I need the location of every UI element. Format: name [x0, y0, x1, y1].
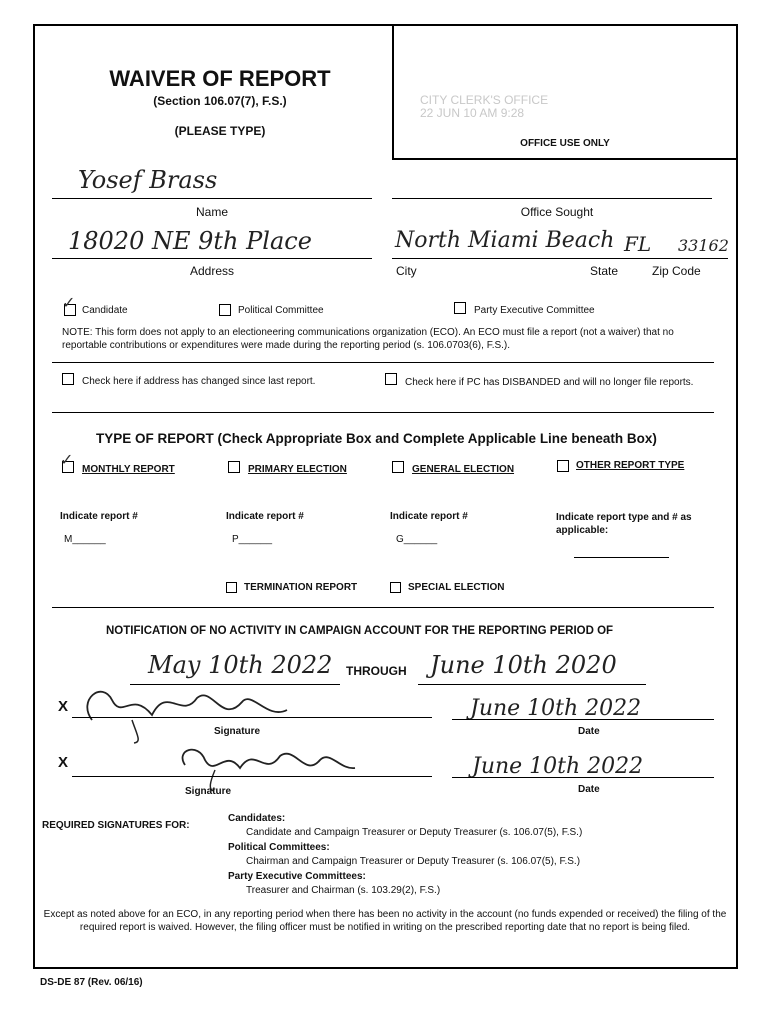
indicate-general: Indicate report # [390, 511, 468, 522]
signature-x-2: X [58, 754, 69, 771]
pc-disbanded-checkbox[interactable] [385, 373, 397, 385]
candidate-label: Candidate [82, 305, 128, 316]
state-value[interactable]: FL [624, 232, 652, 256]
divider-3 [52, 607, 714, 608]
period-from-date[interactable]: May 10th 2022 [148, 651, 333, 679]
signature-label-2: Signature [185, 786, 232, 797]
general-number-field[interactable]: G______ [396, 534, 438, 545]
other-label: OTHER REPORT TYPE [576, 460, 685, 471]
pc-heading: Political Committees: [228, 842, 330, 853]
name-value[interactable]: Yosef Brass [78, 166, 218, 194]
address-changed-checkbox[interactable] [62, 373, 74, 385]
pc-disbanded-label: Check here if PC has DISBANDED and will no longer file reports. [405, 377, 694, 388]
pec-heading: Party Executive Committees: [228, 871, 366, 882]
signature-line-1 [72, 717, 432, 718]
primary-number-field[interactable]: P______ [232, 534, 273, 545]
primary-label: PRIMARY ELECTION [248, 464, 347, 475]
address-label: Address [189, 264, 235, 278]
political-committee-checkbox[interactable] [219, 304, 231, 316]
city-value[interactable]: North Miami Beach [395, 228, 615, 253]
date-label-1: Date [578, 726, 600, 737]
date-line-1 [452, 719, 714, 720]
political-committee-label: Political Committee [238, 305, 324, 316]
termination-checkbox[interactable] [226, 582, 237, 593]
report-type-heading: TYPE OF REPORT (Check Appropriate Box and Complete Applicable Line beneath Box) [96, 431, 657, 446]
other-type-field[interactable] [574, 557, 669, 558]
form-number: DS-DE 87 (Rev. 06/16) [40, 977, 143, 988]
clerk-stamp: CITY CLERK'S OFFICE 22 JUN 10 AM 9:28 [420, 93, 549, 120]
required-signatures-label: REQUIRED SIGNATURES FOR: [42, 820, 190, 831]
zip-label: Zip Code [652, 264, 701, 278]
party-exec-label: Party Executive Committee [474, 305, 595, 316]
office-sought-label: Office Sought [520, 205, 594, 219]
primary-checkbox[interactable] [228, 461, 240, 473]
divider-2 [52, 412, 714, 413]
signature-date-1[interactable]: June 10th 2022 [470, 696, 642, 721]
state-label: State [590, 264, 619, 278]
date-label-2: Date [578, 784, 600, 795]
signature-label-1: Signature [214, 726, 261, 737]
address-line [52, 258, 372, 259]
period-to-date[interactable]: June 10th 2020 [430, 651, 617, 679]
special-election-checkbox[interactable] [390, 582, 401, 593]
name-line [52, 198, 372, 199]
signature-mark-1[interactable] [72, 680, 302, 744]
name-label: Name [195, 205, 228, 219]
zip-value[interactable]: 33162 [678, 236, 729, 255]
pc-text: Chairman and Campaign Treasurer or Deputy Treasurer (s. 106.07(5), F.S.) [246, 856, 581, 867]
signature-date-2[interactable]: June 10th 2022 [472, 754, 644, 779]
other-checkbox[interactable] [557, 460, 569, 472]
signature-x-1: X [58, 698, 69, 715]
checkmark-icon: ✓ [62, 295, 76, 312]
to-line [418, 684, 646, 685]
termination-label: TERMINATION REPORT [244, 582, 358, 593]
through-label: THROUGH [346, 664, 407, 678]
office-use-label: OFFICE USE ONLY [520, 138, 610, 149]
date-line-2 [452, 777, 714, 778]
indicate-other: Indicate report type and # as applicable: [556, 512, 692, 536]
monthly-label: MONTHLY REPORT [82, 464, 175, 475]
checkmark-icon: ✓ [60, 452, 74, 469]
address-changed-label: Check here if address has changed since last report. [82, 376, 316, 387]
eco-note: NOTE: This form does not apply to an electioneering communications organization (ECO). An ECO must file a report (not a waiver) that no reportable contributions or expenditures were made during the reporting period (s. 106.0703(6), F.S.). [62, 327, 674, 351]
pec-text: Treasurer and Chairman (s. 103.29(2), F.S.) [246, 885, 441, 896]
address-value[interactable]: 18020 NE 9th Place [68, 227, 312, 255]
form-title: WAIVER OF REPORT [109, 66, 331, 91]
monthly-number-field[interactable]: M______ [64, 534, 106, 545]
indicate-monthly: Indicate report # [60, 511, 138, 522]
please-type: (PLEASE TYPE) [174, 124, 266, 138]
divider-1 [52, 362, 714, 363]
form-section: (Section 106.07(7), F.S.) [153, 94, 287, 108]
indicate-primary: Indicate report # [226, 511, 304, 522]
candidates-text: Candidate and Campaign Treasurer or Deputy Treasurer (s. 106.07(5), F.S.) [246, 827, 583, 838]
general-checkbox[interactable] [392, 461, 404, 473]
special-election-label: SPECIAL ELECTION [408, 582, 505, 593]
office-line [392, 198, 712, 199]
waiver-explanation: Except as noted above for an ECO, in any reporting period when there has been no activity in the account (no funds expended or received) the filing of the required report is waived. However, the filing officer must be notified in writing on the prescribed reporting date that no report is being filed. [43, 909, 727, 933]
candidates-heading: Candidates: [228, 813, 286, 824]
notification-heading: NOTIFICATION OF NO ACTIVITY IN CAMPAIGN ACCOUNT FOR THE REPORTING PERIOD OF [106, 625, 614, 637]
city-label: City [396, 264, 417, 278]
city-line [392, 258, 728, 259]
signature-mark-2[interactable] [170, 740, 360, 792]
general-label: GENERAL ELECTION [412, 464, 515, 475]
party-exec-checkbox[interactable] [454, 302, 466, 314]
signature-line-2 [72, 776, 432, 777]
